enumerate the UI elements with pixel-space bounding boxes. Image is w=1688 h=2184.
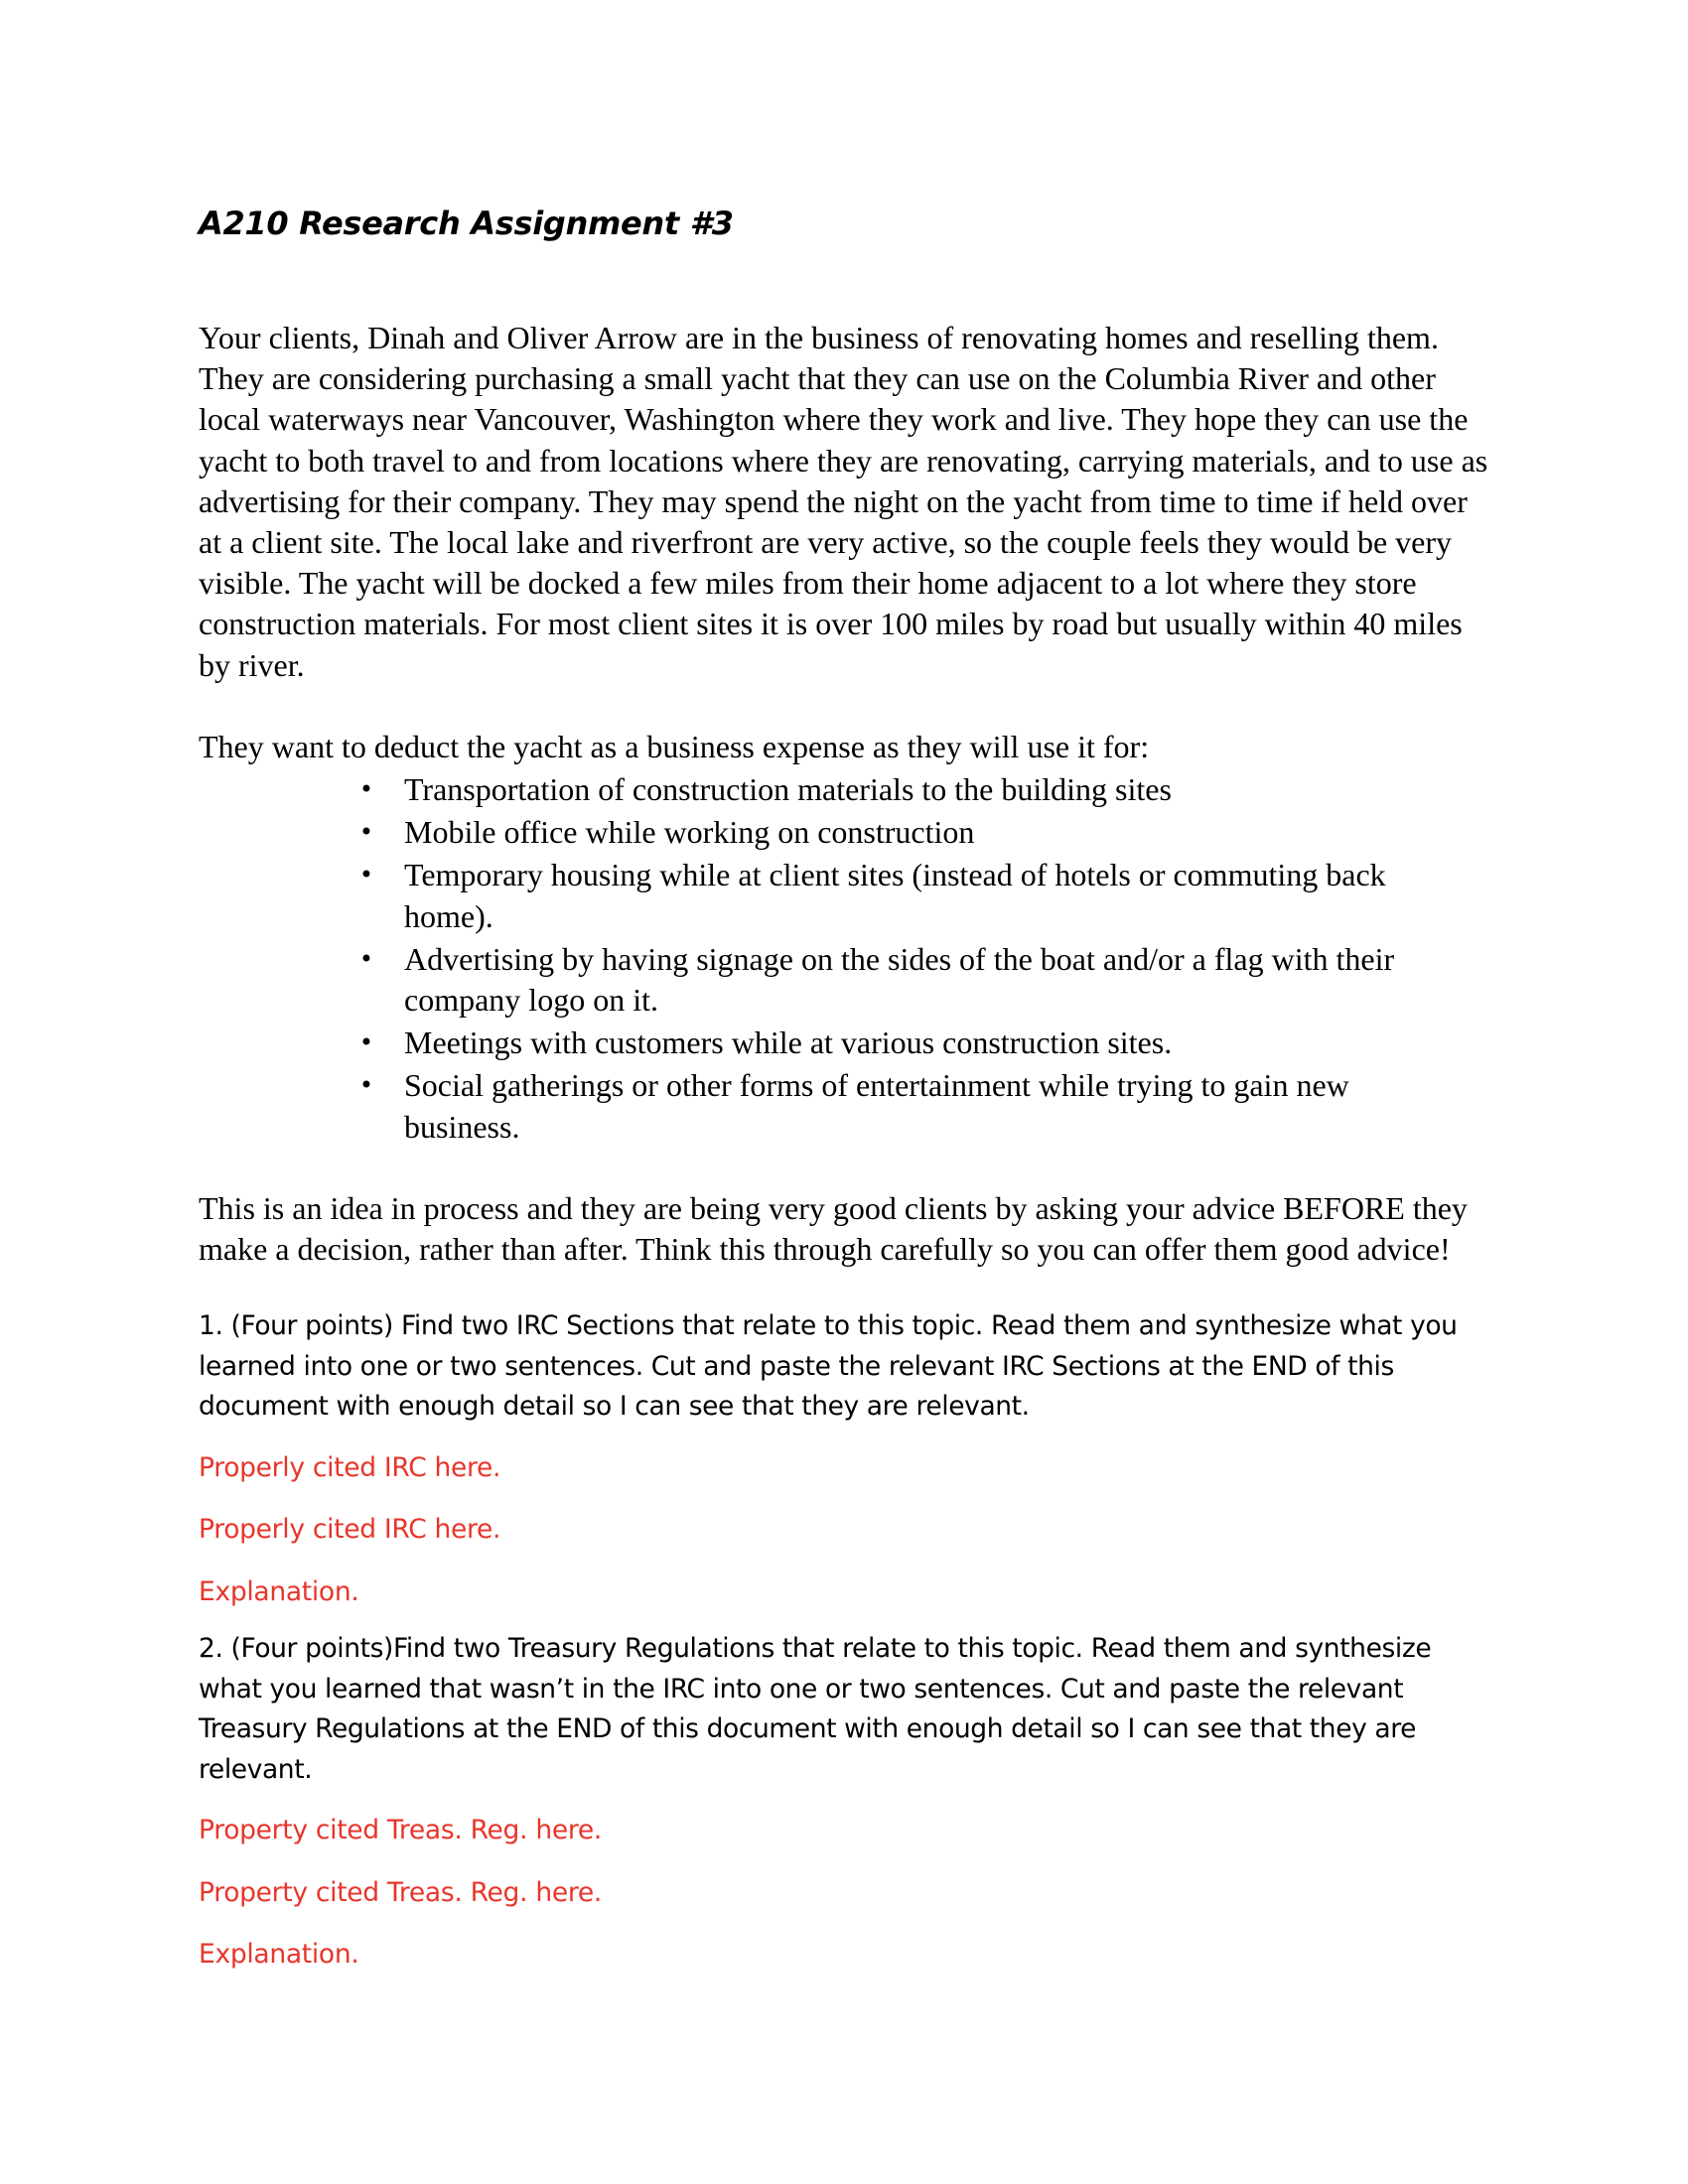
bullet-icon: • <box>358 861 374 889</box>
list-item-text: Temporary housing while at client sites (instead of hotels or commuting back home). <box>404 857 1386 934</box>
list-item-text: Advertising by having signage on the sides of the boat and/or a flag with their company logo on it. <box>404 940 1395 1019</box>
intro-paragraph: Your clients, Dinah and Oliver Arrow are in the business of renovating homes and reselling them. They are considering purchasing a small yacht that they can use on the Columbia River and other local waterways near Vancouver, Washington where they work and live. They hope they can use the yacht to both travel to and from locations where they are renovating, carrying materials, and to use as advertising for their company. They may spend the night on the yacht from time to time if held over at a client site. The local lake and riverfront are very active, so the couple feels they would be very visible. The yacht will be docked a few miles from their home adjacent to a lot where they store construction materials. For most client sites it is over 100 miles by road but usually within 40 miles by river. <box>199 320 1488 683</box>
bullet-icon: • <box>358 1028 374 1057</box>
uses-list <box>358 769 1467 1148</box>
list-item <box>358 812 1467 853</box>
closing-paragraph: This is an idea in process and they are being very good clients by asking your advice BEFORE they make a decision, rather than after. Think this through carefully so you can offer them good advice! <box>199 1189 1468 1268</box>
treas-reg-citation-placeholder: Property cited Treas. Reg. here. <box>199 1876 602 1908</box>
list-item <box>358 855 1467 936</box>
list-item-text: Mobile office while working on construction <box>404 814 975 851</box>
list-item <box>358 769 1467 810</box>
list-item <box>358 1065 1467 1147</box>
explanation-placeholder: Explanation. <box>199 1939 359 1971</box>
list-item-text: Meetings with customers while at various construction sites. <box>404 1024 1173 1061</box>
explanation-placeholder: Explanation. <box>199 1575 359 1607</box>
uses-intro: They want to deduct the yacht as a business expense as they will use it for: <box>199 728 1150 764</box>
assignment-title: A210 Research Assignment #3 <box>199 205 734 242</box>
list-item <box>358 1023 1467 1063</box>
bullet-icon: • <box>358 818 374 847</box>
list-item <box>358 939 1467 1021</box>
bullet-icon: • <box>358 944 374 973</box>
irc-citation-placeholder: Properly cited IRC here. <box>199 1451 501 1483</box>
question-2: 2. (Four points)Find two Treasury Regulations that relate to this topic. Read them and synthesize what you learned that wasn’t in the IRC into one or two sentences. Cut and paste the relevant Treasury Regulations at the END of this document with enough detail so I can see that they are relevant. <box>199 1633 1432 1785</box>
list-item-text: Social gatherings or other forms of entertainment while trying to gain new business. <box>404 1067 1349 1145</box>
bullet-icon: • <box>358 1071 374 1100</box>
document-body <box>199 194 1489 1976</box>
bullet-icon: • <box>358 775 374 804</box>
question-1: 1. (Four points) Find two IRC Sections that relate to this topic. Read them and synthesize what you learned into one or two sentences. Cut and paste the relevant IRC Sections at the END of this document with enough detail so I can see that they are relevant. <box>199 1310 1458 1423</box>
list-item-text: Transportation of construction materials to the building sites <box>404 771 1172 808</box>
treas-reg-citation-placeholder: Property cited Treas. Reg. here. <box>199 1815 602 1846</box>
irc-citation-placeholder: Properly cited IRC here. <box>199 1514 501 1546</box>
